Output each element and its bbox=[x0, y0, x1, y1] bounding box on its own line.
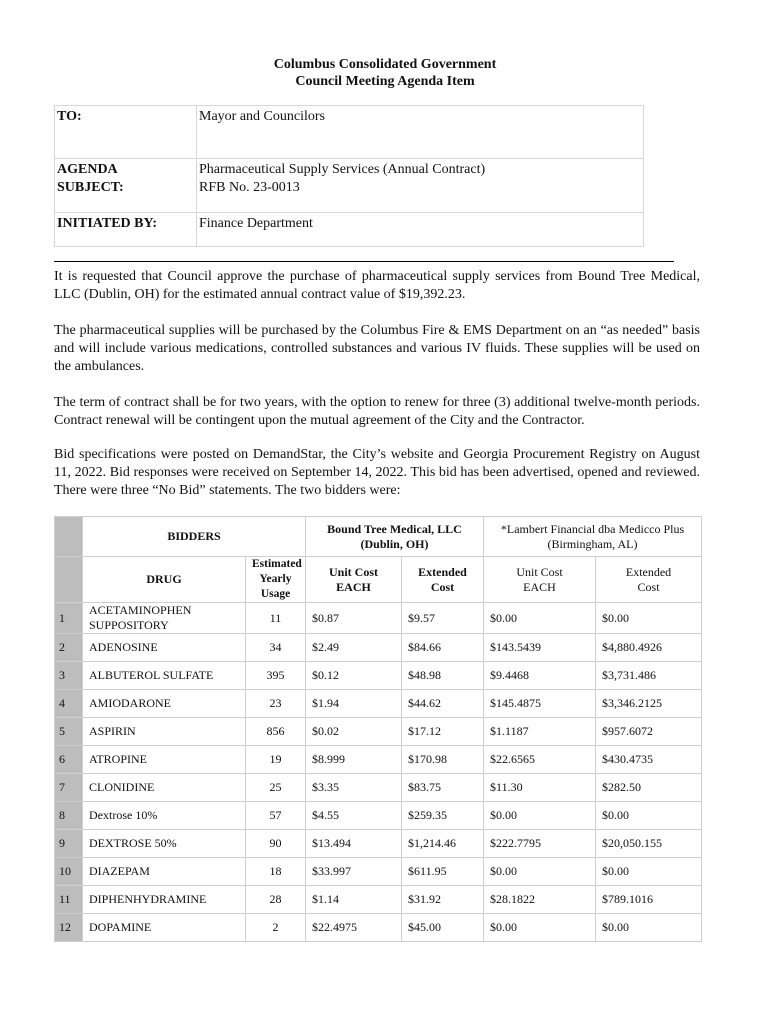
table-row bbox=[55, 886, 702, 914]
vendor-2-extended-cost: $20,050.155 bbox=[596, 830, 702, 858]
row-number: 11 bbox=[55, 886, 83, 914]
vendor-1-extended-header bbox=[402, 557, 484, 603]
vendor-2-unit-cost: $11.30 bbox=[484, 774, 596, 802]
document-subtitle: Council Meeting Agenda Item bbox=[295, 74, 475, 89]
extended-line-1: Extended bbox=[418, 564, 467, 579]
vendor-1-unit-cost: $4.55 bbox=[306, 802, 402, 830]
vendor-2-extended-cost: $3,731.486 bbox=[596, 662, 702, 690]
vendor-2-unit-cost: $0.00 bbox=[484, 603, 596, 634]
initiated-row bbox=[55, 213, 644, 247]
vendor-1-extended-cost: $611.95 bbox=[402, 858, 484, 886]
row-number: 10 bbox=[55, 858, 83, 886]
vendor-1-unit-cost: $3.35 bbox=[306, 774, 402, 802]
drug-name: ASPIRIN bbox=[83, 718, 246, 746]
paragraph-request: It is requested that Council approve the purchase of pharmaceutical supply services from Bound Tree Medical, LLC (Dublin, OH) for the estimated annual contract value of $19,392.23. bbox=[54, 269, 700, 302]
table-row bbox=[55, 914, 702, 942]
row-number: 2 bbox=[55, 634, 83, 662]
vendor-2-unit-cost: $0.00 bbox=[484, 802, 596, 830]
estimated-usage: 2 bbox=[246, 914, 306, 942]
usage-header-line-2: Yearly bbox=[259, 573, 292, 585]
bid-table bbox=[54, 516, 702, 942]
table-row bbox=[55, 774, 702, 802]
table-row bbox=[55, 603, 702, 634]
vendor-1-unit-cost: $8.999 bbox=[306, 746, 402, 774]
vendor-1-location: (Dublin, OH) bbox=[360, 536, 429, 551]
vendor-1-unit-cost: $0.87 bbox=[306, 603, 402, 634]
row-number: 12 bbox=[55, 914, 83, 942]
vendor-1-header bbox=[306, 517, 484, 557]
vendor-1-unit-cost: $1.94 bbox=[306, 690, 402, 718]
vendor-2-location: (Birmingham, AL) bbox=[547, 536, 638, 551]
vendor-1-extended-cost: $84.66 bbox=[402, 634, 484, 662]
paragraph-term: The term of contract shall be for two years, with the option to renew for three (3) additional twelve-month periods. Contract renewal will be contingent upon the mutual agreement of the City and the Contractor. bbox=[54, 395, 700, 428]
vendor-2-extended-cost: $0.00 bbox=[596, 914, 702, 942]
vendor-1-extended-cost: $9.57 bbox=[402, 603, 484, 634]
vendor-1-extended-cost: $31.92 bbox=[402, 886, 484, 914]
vendor-2-extended-cost: $789.1016 bbox=[596, 886, 702, 914]
vendor-1-extended-cost: $259.35 bbox=[402, 802, 484, 830]
row-number: 8 bbox=[55, 802, 83, 830]
vendor-2-unit-cost: $0.00 bbox=[484, 914, 596, 942]
drug-header: DRUG bbox=[83, 557, 246, 603]
to-value: Mayor and Councilors bbox=[197, 106, 644, 159]
row-number: 5 bbox=[55, 718, 83, 746]
vendor-1-extended-cost: $17.12 bbox=[402, 718, 484, 746]
row-number: 9 bbox=[55, 830, 83, 858]
row-number: 3 bbox=[55, 662, 83, 690]
paragraph-supplies: The pharmaceutical supplies will be purchased by the Columbus Fire & EMS Department on an “as needed” basis and will include various medications, controlled substances and various IV fluids. These supplies will be used on the ambulances. bbox=[54, 323, 700, 374]
subject-row bbox=[55, 159, 644, 213]
table-row bbox=[55, 858, 702, 886]
vendor-1-unit-cost: $0.02 bbox=[306, 718, 402, 746]
estimated-usage: 18 bbox=[246, 858, 306, 886]
extended-line-2: Cost bbox=[637, 579, 660, 594]
estimated-usage: 28 bbox=[246, 886, 306, 914]
table-row bbox=[55, 662, 702, 690]
row-number-header bbox=[55, 517, 83, 557]
vendor-1-extended-cost: $83.75 bbox=[402, 774, 484, 802]
vendor-1-name: Bound Tree Medical, LLC bbox=[327, 521, 462, 536]
estimated-usage: 19 bbox=[246, 746, 306, 774]
bid-table-body bbox=[55, 517, 702, 942]
unit-cost-line-1: Unit Cost bbox=[516, 564, 563, 579]
vendor-2-unit-cost: $22.6565 bbox=[484, 746, 596, 774]
vendor-1-extended-cost: $1,214.46 bbox=[402, 830, 484, 858]
vendor-2-unit-cost-header bbox=[484, 557, 596, 603]
drug-name: ATROPINE bbox=[83, 746, 246, 774]
row-number: 6 bbox=[55, 746, 83, 774]
usage-header-line-3: Usage bbox=[260, 588, 291, 600]
row-number-header-2 bbox=[55, 557, 83, 603]
vendor-2-extended-cost: $282.50 bbox=[596, 774, 702, 802]
vendor-1-extended-cost: $45.00 bbox=[402, 914, 484, 942]
drug-name: DOPAMINE bbox=[83, 914, 246, 942]
drug-name: DEXTROSE 50% bbox=[83, 830, 246, 858]
estimated-usage: 25 bbox=[246, 774, 306, 802]
vendor-1-extended-cost: $44.62 bbox=[402, 690, 484, 718]
estimated-usage: 856 bbox=[246, 718, 306, 746]
drug-name: Dextrose 10% bbox=[83, 802, 246, 830]
vendor-2-extended-cost: $957.6072 bbox=[596, 718, 702, 746]
usage-header-line-1: Estimated bbox=[252, 558, 302, 570]
vendor-2-unit-cost: $1.1187 bbox=[484, 718, 596, 746]
table-row bbox=[55, 690, 702, 718]
drug-name: DIPHENHYDRAMINE bbox=[83, 886, 246, 914]
unit-cost-line-2: EACH bbox=[336, 579, 371, 594]
estimated-usage: 395 bbox=[246, 662, 306, 690]
subject-label bbox=[55, 159, 197, 213]
subject-value-line-2: RFB No. 23-0013 bbox=[199, 180, 300, 195]
estimated-usage: 23 bbox=[246, 690, 306, 718]
vendor-2-unit-cost: $28.1822 bbox=[484, 886, 596, 914]
agenda-header-table bbox=[54, 105, 644, 247]
vendor-2-extended-cost: $4,880.4926 bbox=[596, 634, 702, 662]
bidders-header: BIDDERS bbox=[83, 517, 306, 557]
vendor-1-extended-cost: $170.98 bbox=[402, 746, 484, 774]
vendor-1-unit-cost: $13.494 bbox=[306, 830, 402, 858]
table-row bbox=[55, 746, 702, 774]
table-row bbox=[55, 718, 702, 746]
table-row bbox=[55, 634, 702, 662]
vendor-1-unit-cost-header bbox=[306, 557, 402, 603]
vendor-1-unit-cost: $1.14 bbox=[306, 886, 402, 914]
table-row bbox=[55, 830, 702, 858]
unit-cost-line-1: Unit Cost bbox=[329, 564, 379, 579]
vendor-2-extended-cost: $0.00 bbox=[596, 802, 702, 830]
initiated-value: Finance Department bbox=[197, 213, 644, 247]
document-title: Columbus Consolidated Government bbox=[273, 57, 497, 72]
table-row bbox=[55, 802, 702, 830]
to-label: TO: bbox=[55, 106, 197, 159]
vendor-2-extended-cost: $3,346.2125 bbox=[596, 690, 702, 718]
drug-name: CLONIDINE bbox=[83, 774, 246, 802]
subject-label-line-2: SUBJECT: bbox=[57, 180, 124, 195]
vendor-1-unit-cost: $33.997 bbox=[306, 858, 402, 886]
vendor-2-extended-cost: $430.4735 bbox=[596, 746, 702, 774]
vendor-2-unit-cost: $222.7795 bbox=[484, 830, 596, 858]
drug-name: ACETAMINOPHEN SUPPOSITORY bbox=[83, 603, 246, 634]
estimated-usage: 34 bbox=[246, 634, 306, 662]
vendor-1-unit-cost: $0.12 bbox=[306, 662, 402, 690]
vendor-2-extended-header bbox=[596, 557, 702, 603]
vendor-2-unit-cost: $143.5439 bbox=[484, 634, 596, 662]
subject-label-line-1: AGENDA bbox=[57, 162, 118, 177]
vendor-2-name: *Lambert Financial dba Medicco Plus bbox=[500, 521, 685, 536]
bid-header-row-1 bbox=[55, 517, 702, 557]
vendor-2-unit-cost: $9.4468 bbox=[484, 662, 596, 690]
extended-line-2: Cost bbox=[430, 579, 455, 594]
estimated-usage: 11 bbox=[246, 603, 306, 634]
extended-line-1: Extended bbox=[625, 564, 672, 579]
paragraph-bid-specs: Bid specifications were posted on DemandStar, the City’s website and Georgia Procurement Registry on August 11, 2022. Bid responses were received on September 14, 2022. This bid has been advertised, opened and reviewed. There were three “No Bid” statements. The two bidders were: bbox=[54, 447, 700, 498]
drug-name: ALBUTEROL SULFATE bbox=[83, 662, 246, 690]
vendor-2-header bbox=[484, 517, 702, 557]
to-row bbox=[55, 106, 644, 159]
divider-rule bbox=[54, 261, 674, 262]
initiated-label: INITIATED BY: bbox=[55, 213, 197, 247]
vendor-1-unit-cost: $22.4975 bbox=[306, 914, 402, 942]
row-number: 4 bbox=[55, 690, 83, 718]
drug-name: ADENOSINE bbox=[83, 634, 246, 662]
subject-value bbox=[197, 159, 644, 213]
vendor-2-unit-cost: $0.00 bbox=[484, 858, 596, 886]
vendor-1-unit-cost: $2.49 bbox=[306, 634, 402, 662]
usage-header bbox=[246, 557, 306, 603]
drug-name: AMIODARONE bbox=[83, 690, 246, 718]
subject-value-line-1: Pharmaceutical Supply Services (Annual Contract) bbox=[199, 162, 486, 177]
row-number: 7 bbox=[55, 774, 83, 802]
bid-header-row-2 bbox=[55, 557, 702, 603]
estimated-usage: 90 bbox=[246, 830, 306, 858]
estimated-usage: 57 bbox=[246, 802, 306, 830]
drug-name: DIAZEPAM bbox=[83, 858, 246, 886]
vendor-1-extended-cost: $48.98 bbox=[402, 662, 484, 690]
unit-cost-line-2: EACH bbox=[523, 579, 556, 594]
row-number: 1 bbox=[55, 603, 83, 634]
vendor-2-extended-cost: $0.00 bbox=[596, 858, 702, 886]
vendor-2-unit-cost: $145.4875 bbox=[484, 690, 596, 718]
vendor-2-extended-cost: $0.00 bbox=[596, 603, 702, 634]
